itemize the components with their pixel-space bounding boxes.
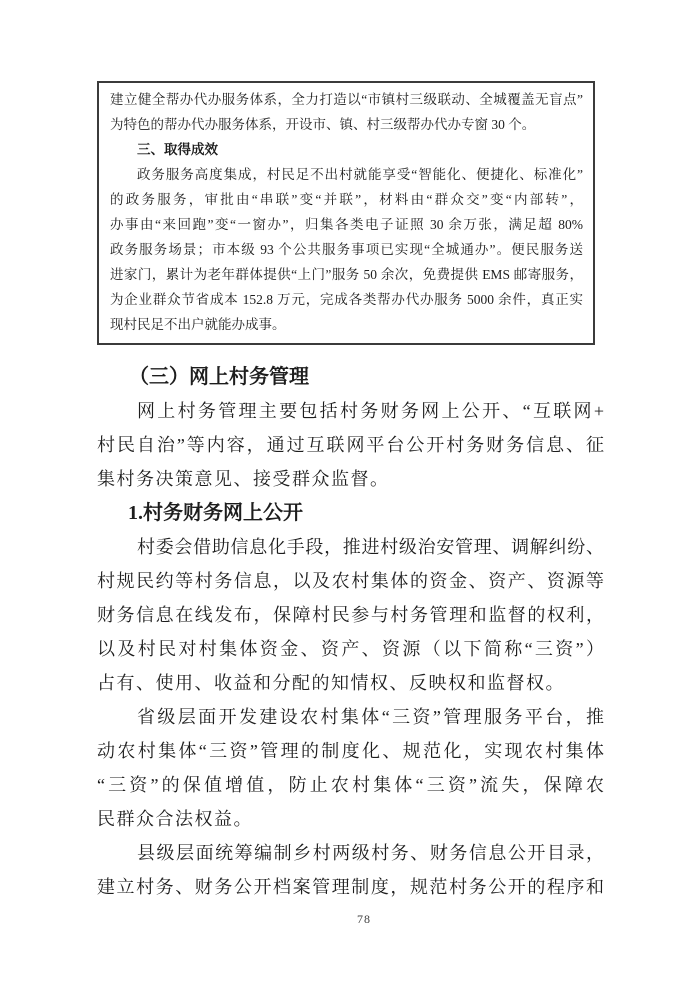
paragraph-line: 民群众合法权益。 <box>97 809 253 829</box>
section-content <box>97 360 604 904</box>
page-number: 78 <box>357 912 371 926</box>
paragraph-line: 财务信息在线发布，保障村民参与村务管理和监督的权利， <box>97 605 604 625</box>
bordered-text-box <box>97 81 595 345</box>
box-text-line: 办事由“来回跑”变“一窗办”，归集各类电子证照 30 余万张，满足超 80% <box>110 217 583 232</box>
box-text-line: 为企业群众节省成本 152.8 万元，完成各类帮办代办服务 5000 余件，真正实 <box>110 292 583 307</box>
paragraph-line: 村委会借助信息化手段，推进村级治安管理、调解纠纷、 <box>137 537 604 557</box>
paragraph-line: “三资”的保值增值，防止农村集体“三资”流失，保障农 <box>97 775 604 795</box>
paragraph-line: 村民自治”等内容，通过互联网平台公开村务财务信息、征 <box>97 435 604 455</box>
box-text-line: 的政务服务，审批由“串联”变“并联”，材料由“群众交”变“内部转”， <box>110 192 583 207</box>
paragraph-line: 村规民约等村务信息，以及农村集体的资金、资产、资源等 <box>97 571 604 591</box>
box-text-line: 进家门，累计为老年群体提供“上门”服务 50 余次，免费提供 EMS 邮寄服务， <box>110 267 583 282</box>
subsection-heading: 1.村务财务网上公开 <box>128 502 303 524</box>
paragraph-line: 县级层面统筹编制乡村两级村务、财务信息公开目录， <box>137 843 604 863</box>
paragraph-line: 占有、使用、收益和分配的知情权、反映权和监督权。 <box>97 673 565 693</box>
box-text-line: 政务服务场景；市本级 93 个公共服务事项已实现“全城通办”。便民服务送 <box>110 242 583 257</box>
paragraph-line: 集村务决策意见、接受群众监督。 <box>97 469 390 489</box>
paragraph-line: 以及村民对村集体资金、资产、资源（以下简称“三资”） <box>97 639 604 659</box>
paragraph-line: 网上村务管理主要包括村务财务网上公开、“互联网+ <box>137 401 604 421</box>
box-text-line: 现村民足不出户就能办成事。 <box>110 317 286 332</box>
box-heading-line: 三、取得成效 <box>137 142 218 157</box>
box-text-line: 政务服务高度集成，村民足不出村就能享受“智能化、便捷化、标准化” <box>137 167 583 182</box>
paragraph-line: 建立村务、财务公开档案管理制度，规范村务公开的程序和 <box>97 877 604 897</box>
section-heading: （三）网上村务管理 <box>129 366 309 388</box>
box-text-line: 为特色的帮办代办服务体系，开设市、镇、村三级帮办代办专窗 30 个。 <box>110 117 536 132</box>
box-text-line: 建立健全帮办代办服务体系，全力打造以“市镇村三级联动、全城覆盖无盲点” <box>110 92 583 107</box>
paragraph-line: 动农村集体“三资”管理的制度化、规范化，实现农村集体 <box>97 741 604 761</box>
paragraph-line: 省级层面开发建设农村集体“三资”管理服务平台，推 <box>137 707 604 727</box>
